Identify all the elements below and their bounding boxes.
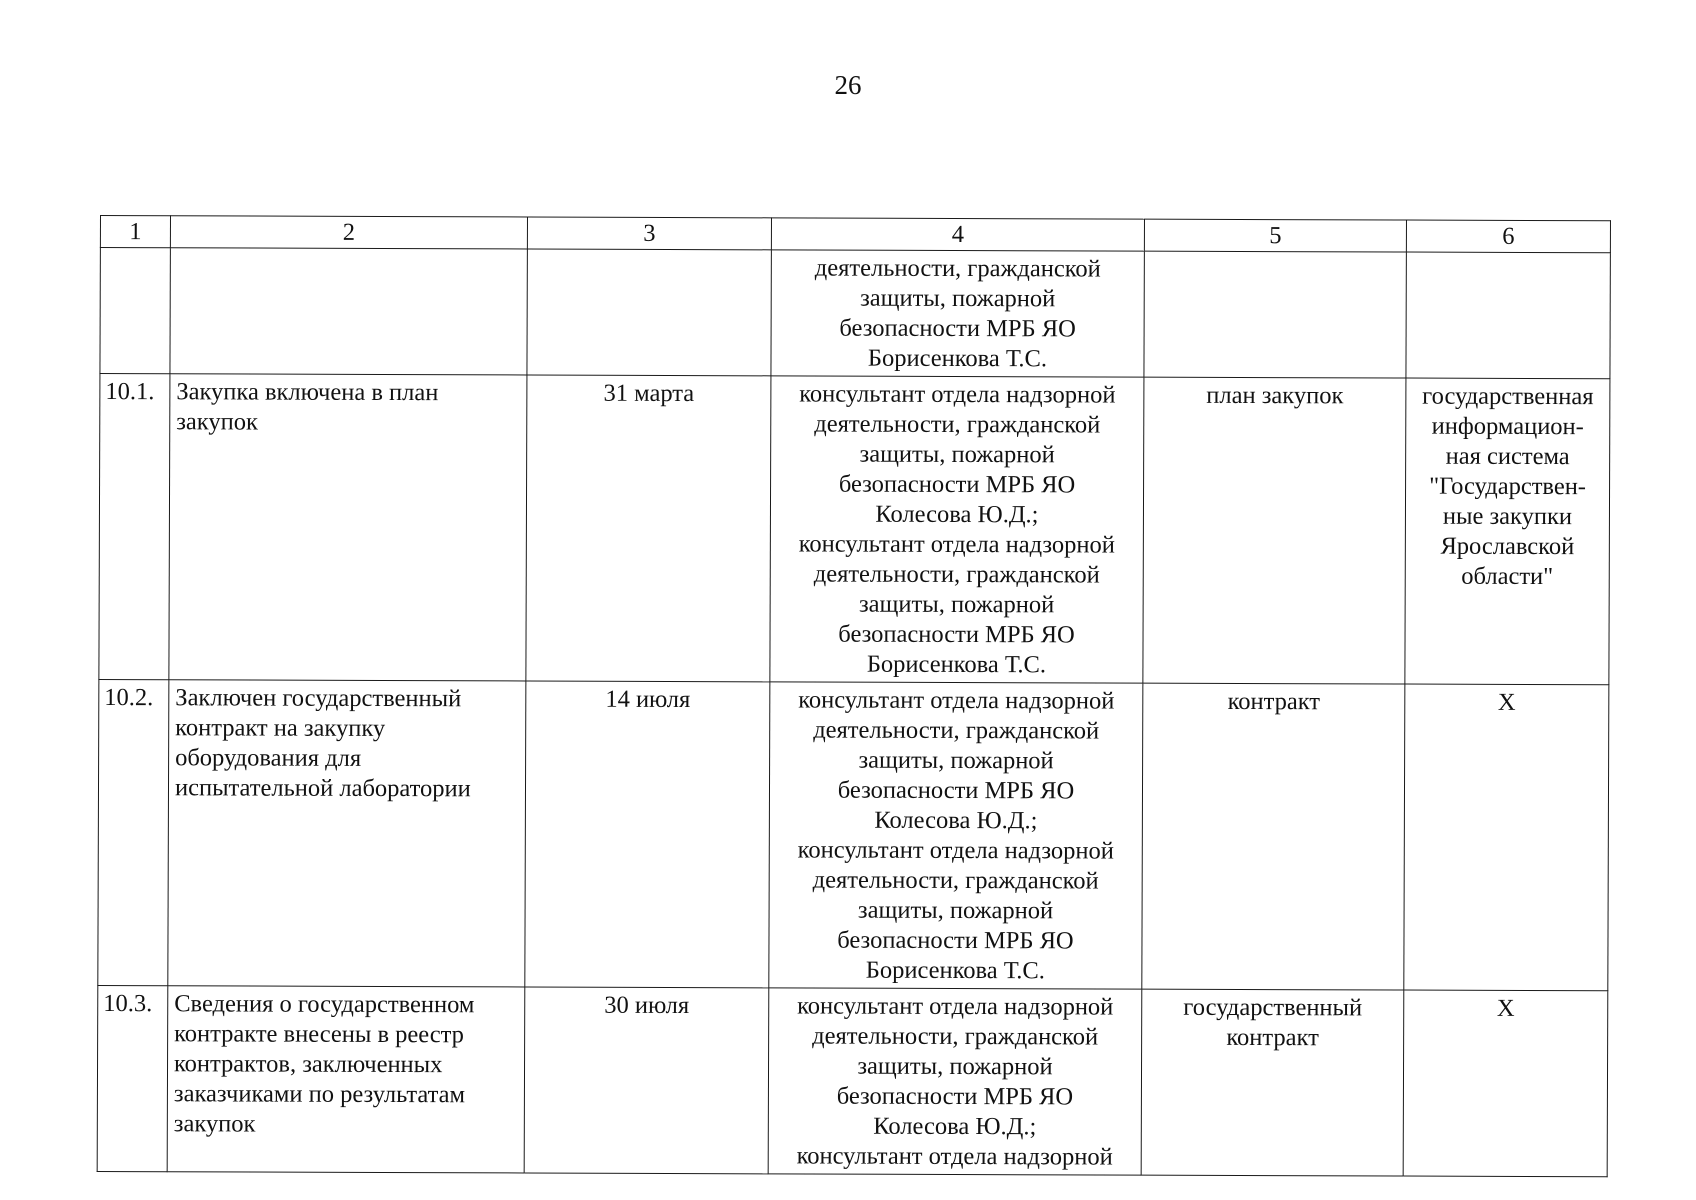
cell-line: Сведения о государственном bbox=[174, 990, 475, 1019]
column-number: 5 bbox=[1144, 219, 1406, 252]
cell-line: безопасности МРБ ЯО bbox=[838, 620, 1075, 649]
cell-line: деятельности, гражданской bbox=[813, 716, 1100, 745]
cell-line: контракте внесены в реестр bbox=[174, 1020, 464, 1049]
cell-source bbox=[1403, 990, 1608, 1177]
cell-line: "Государствен- bbox=[1429, 472, 1587, 501]
cell-line: заказчиками по результатам bbox=[173, 1080, 466, 1109]
cell-source bbox=[1404, 684, 1609, 991]
cell-line: консультант отдела надзорной bbox=[797, 992, 1114, 1021]
cell-event bbox=[170, 248, 527, 375]
cell-line: Борисенкова Т.С. bbox=[865, 956, 1045, 985]
cell-deadline bbox=[527, 249, 771, 376]
table-row bbox=[99, 374, 1610, 685]
cell-line: Борисенкова Т.С. bbox=[866, 650, 1047, 679]
cell-line: закупок bbox=[176, 408, 258, 436]
cell-document bbox=[1141, 989, 1404, 1176]
cell-line: консультант отдела надзорной bbox=[797, 836, 1114, 865]
cell-line: Х bbox=[1497, 688, 1516, 716]
column-number: 2 bbox=[170, 216, 527, 249]
cell-line: Заключен государственный bbox=[175, 684, 462, 713]
cell-line: Колесова Ю.Д.; bbox=[875, 500, 1039, 529]
cell-line: информацион- bbox=[1431, 412, 1584, 441]
cell-line: консультант отдела надзорной bbox=[796, 1142, 1113, 1171]
cell-line: защиты, пожарной bbox=[860, 284, 1056, 313]
cell-line: закупок bbox=[173, 1110, 256, 1138]
cell-item-number bbox=[100, 248, 170, 374]
cell-event bbox=[167, 986, 525, 1173]
cell-line: безопасности МРБ ЯО bbox=[836, 1082, 1074, 1111]
cell-line: деятельности, гражданской bbox=[812, 1022, 1099, 1051]
cell-line: государственная bbox=[1422, 382, 1594, 411]
cell-line: безопасности МРБ ЯО bbox=[839, 314, 1076, 343]
cell-deadline: 30 июля bbox=[524, 987, 769, 1174]
cell-source bbox=[1406, 252, 1610, 379]
cell-line: испытательной лаборатории bbox=[174, 774, 471, 803]
cell-item-number: 10.3. bbox=[97, 985, 168, 1171]
cell-line: план закупок bbox=[1206, 381, 1344, 410]
cell-line: безопасности МРБ ЯО bbox=[838, 470, 1076, 499]
cell-line: Колесова Ю.Д.; bbox=[873, 1112, 1037, 1141]
cell-line: государственный bbox=[1183, 993, 1363, 1022]
cell-line: Ярославской bbox=[1440, 532, 1575, 561]
column-number: 3 bbox=[527, 217, 771, 250]
cell-line: консультант отдела надзорной bbox=[799, 380, 1116, 409]
plan-table bbox=[97, 215, 1611, 1177]
cell-source bbox=[1405, 378, 1610, 685]
cell-line: консультант отдела надзорной bbox=[798, 530, 1115, 559]
cell-responsible bbox=[771, 250, 1144, 377]
column-number-row bbox=[100, 216, 1610, 253]
cell-line: защиты, пожарной bbox=[858, 746, 1054, 775]
table-row bbox=[100, 248, 1610, 379]
cell-line: безопасности МРБ ЯО bbox=[837, 776, 1075, 805]
cell-line: защиты, пожарной bbox=[859, 440, 1055, 469]
cell-line: оборудования для bbox=[175, 744, 362, 772]
cell-line: защиты, пожарной bbox=[857, 896, 1054, 925]
cell-document bbox=[1143, 377, 1406, 684]
column-number: 6 bbox=[1406, 220, 1610, 253]
cell-document bbox=[1144, 251, 1406, 378]
cell-line: защиты, пожарной bbox=[857, 1052, 1053, 1081]
cell-responsible bbox=[769, 682, 1143, 989]
cell-line: консультант отдела надзорной bbox=[798, 686, 1115, 715]
cell-line: контракт bbox=[1226, 1023, 1319, 1052]
cell-line: деятельности, гражданской bbox=[812, 866, 1099, 895]
column-number: 1 bbox=[100, 216, 170, 248]
cell-line: Борисенкова Т.С. bbox=[867, 344, 1048, 373]
table-body bbox=[97, 216, 1610, 1177]
page-number: 26 bbox=[834, 70, 862, 100]
table-row bbox=[98, 679, 1609, 990]
cell-line: ная система bbox=[1445, 442, 1570, 471]
cell-line: Закупка включена в план bbox=[176, 378, 439, 407]
cell-line: контракт bbox=[1227, 687, 1321, 716]
cell-line: безопасности МРБ ЯО bbox=[837, 926, 1074, 955]
cell-line: Колесова Ю.Д.; bbox=[874, 806, 1038, 835]
cell-line: деятельности, гражданской bbox=[814, 410, 1101, 439]
cell-responsible bbox=[768, 988, 1142, 1175]
cell-line: области" bbox=[1461, 562, 1554, 591]
cell-line: Х bbox=[1496, 994, 1515, 1022]
cell-deadline: 14 июля bbox=[525, 681, 770, 988]
cell-line: защиты, пожарной bbox=[858, 590, 1055, 619]
cell-line: контрактов, заключенных bbox=[173, 1050, 443, 1079]
cell-deadline: 31 марта bbox=[526, 375, 771, 682]
cell-line: контракт на закупку bbox=[175, 714, 386, 742]
cell-item-number: 10.2. bbox=[98, 679, 169, 985]
cell-event bbox=[169, 374, 527, 681]
cell-item-number: 10.1. bbox=[99, 374, 170, 680]
table-row bbox=[97, 985, 1608, 1176]
column-number: 4 bbox=[771, 218, 1144, 251]
cell-line: деятельности, гражданской bbox=[814, 254, 1101, 283]
cell-event bbox=[168, 680, 526, 987]
cell-line: деятельности, гражданской bbox=[813, 560, 1100, 589]
cell-responsible bbox=[770, 376, 1144, 683]
cell-line: ные закупки bbox=[1442, 502, 1573, 531]
cell-document bbox=[1142, 683, 1405, 990]
